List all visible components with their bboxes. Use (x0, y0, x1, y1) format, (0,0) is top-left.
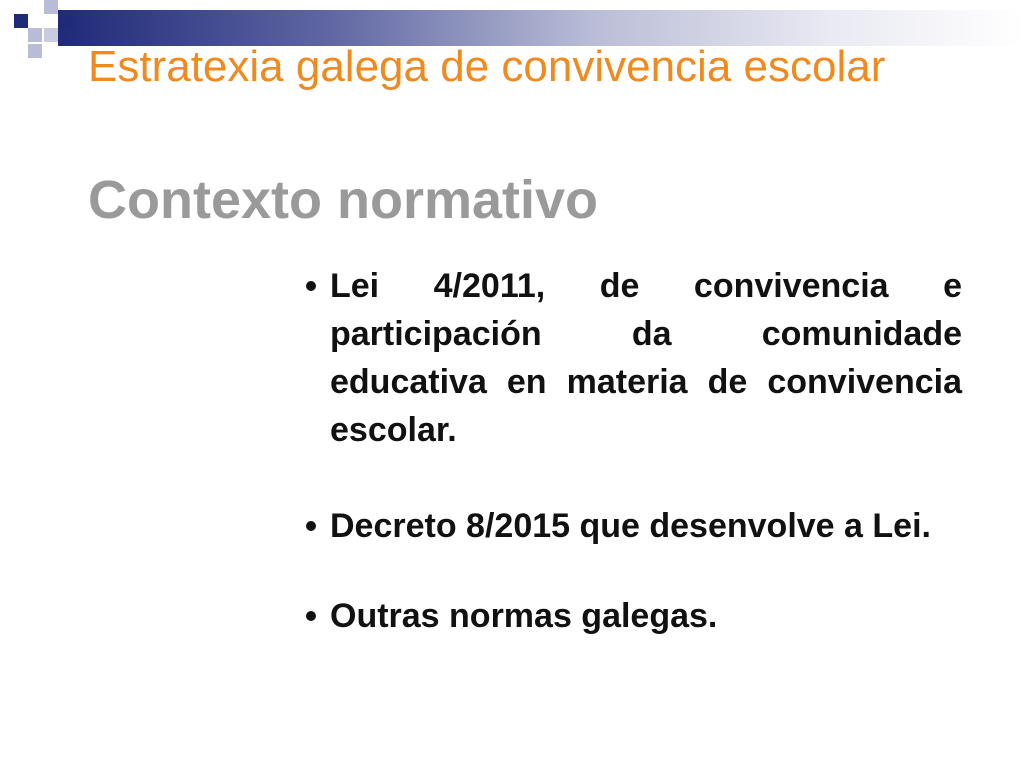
list-item (300, 592, 962, 640)
bullet-dot-icon (306, 281, 316, 291)
slide-subtitle: Contexto normativo (88, 170, 599, 230)
list-item-text: Outras normas galegas. (330, 597, 718, 635)
list-item-text: Lei 4/2011, de convivencia e participación da comunidade educativa en materia de convivencia escolar. (330, 267, 962, 449)
deco-square (14, 14, 28, 28)
list-item (300, 502, 962, 550)
list-item (300, 262, 962, 454)
checker-squares-icon (0, 0, 90, 64)
deco-square (44, 28, 58, 42)
bullet-list (300, 262, 962, 640)
bullet-dot-icon (306, 611, 316, 621)
bullet-dot-icon (306, 521, 316, 531)
slide-title: Estratexia galega de convivencia escolar (88, 42, 886, 91)
deco-square (28, 44, 42, 58)
deco-square (28, 28, 42, 42)
list-item-text: Decreto 8/2015 que desenvolve a Lei. (330, 507, 931, 545)
header-gradient-bar (58, 10, 1024, 46)
deco-square (58, 14, 72, 28)
deco-square (44, 0, 58, 14)
